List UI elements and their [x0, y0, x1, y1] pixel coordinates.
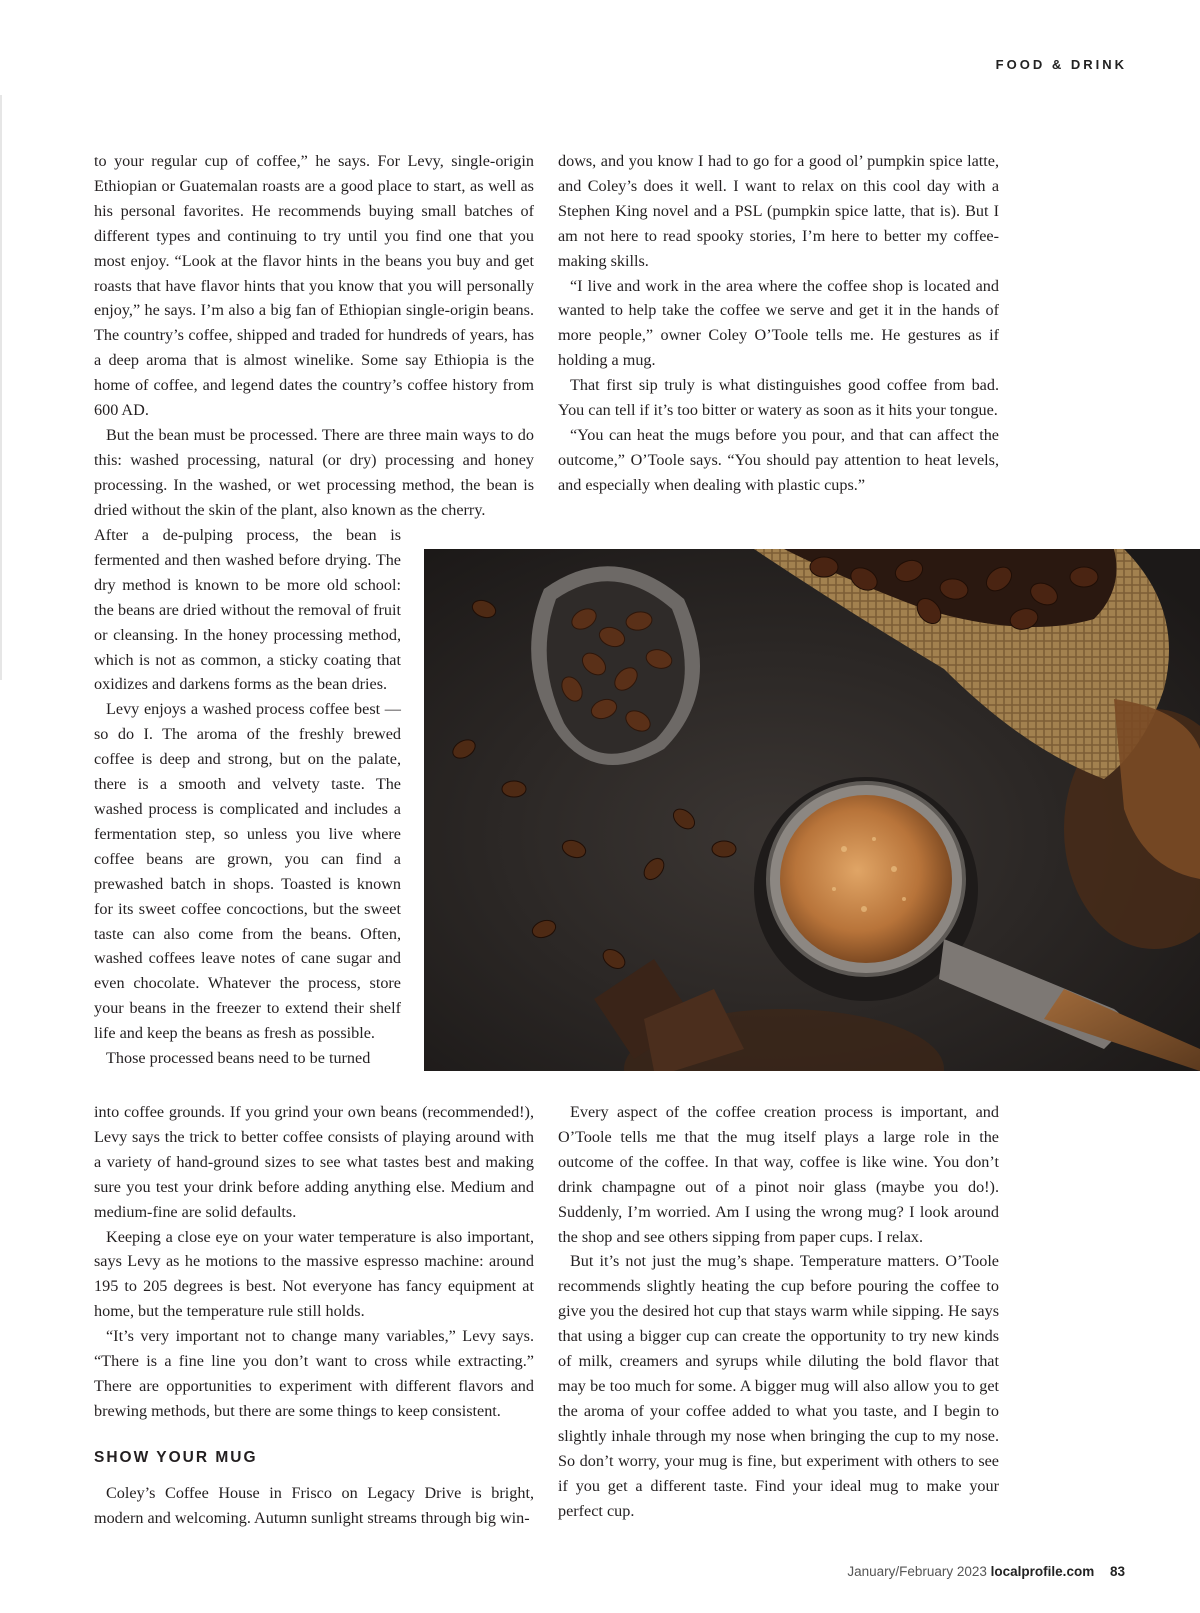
left-column-top	[94, 149, 534, 523]
right-column-bottom	[558, 1100, 999, 1523]
right-column-top	[558, 149, 999, 498]
paragraph: Coley’s Coffee House in Frisco on Legacy Drive is bright, modern and welcoming. Autumn sunlight streams through big win-	[94, 1483, 534, 1527]
paragraph: Keeping a close eye on your water temperature is also important, says Levy as he motions to the massive espresso machine: around 195 to 205 degrees is best. Not everyone has fancy equipment at home, but the temperature rule still holds.	[94, 1227, 534, 1321]
paragraph: But the bean must be processed. There are three main ways to do this: washed processing, natural (or dry) processing and honey processing. In the washed, or wet processing method, the bean is dried without the skin of the plant, also known as the cherry.	[94, 425, 534, 519]
coffee-photo-illustration	[424, 549, 1200, 1071]
left-column-bottom	[94, 1100, 534, 1531]
section-tag: FOOD & DRINK	[995, 57, 1127, 72]
section-subhead: SHOW YOUR MUG	[94, 1448, 258, 1466]
paragraph: Those processed beans need to be turned	[106, 1049, 371, 1068]
paragraph: “I live and work in the area where the coffee shop is located and wanted to help take the coffee we serve and get it in the hands of more people,” owner Coley O’Toole tells me. He gestures as if holding a mug.	[558, 276, 999, 370]
paragraph: But it’s not just the mug’s shape. Temperature matters. O’Toole recommends slightly heating the cup before pouring the coffee to give you the desired hot cup that stays warm while sipping. He says that using a bigger cup can create the opportunity to try new kinds of milk, creamers and syrups while diluting the bold flavor that may be too much for some. A bigger mug will also allow you to get the aroma of your coffee added to what you taste, and I begin to slightly inhale through my nose when bringing the cup to my nose. So don’t worry, your mug is fine, but experiment with others to see if you get a different taste. Find your ideal mug to make your perfect cup.	[558, 1252, 999, 1520]
paragraph: into coffee grounds. If you grind your own beans (recommended!), Levy says the trick to better coffee consists of playing around with a variety of hand-ground sizes to see what tastes best and making sure you test your drink before adding anything else. Medium and medium-fine are solid defaults.	[94, 1103, 534, 1221]
left-column-wrap	[94, 523, 401, 1071]
issue-date: January/February 2023	[847, 1564, 987, 1579]
paragraph: “It’s very important not to change many variables,” Levy says. “There is a fine line you don’t want to cross while extracting.” There are opportunities to experiment with different flavors and brewing methods, but there are some things to keep consistent.	[94, 1327, 534, 1420]
paragraph: Every aspect of the coffee creation process is important, and O’Toole tells me that the mug itself plays a large role in the outcome of the coffee. In that way, coffee is like wine. You don’t drink champagne out of a pinot noir glass (maybe you do!). Suddenly, I’m worried. Am I using the wrong mug? I look around the shop and see others sipping from paper cups. I relax.	[558, 1103, 999, 1246]
site-url: localprofile.com	[990, 1564, 1095, 1579]
paragraph: Levy enjoys a washed process coffee best — so do I. The aroma of the freshly brewed coffee is deep and strong, but on the palate, there is a smooth and velvety taste. The washed process is complicated and includes a fermentation step, so unless you live where coffee beans are grown, you can find a prewashed batch in shops. Toasted is known for its sweet coffee concoctions, but the sweet taste can also come from the beans. Often, washed coffees leave notes of cane sugar and even chocolate. Whatever the process, store your beans in the freezer to extend their shelf life and keep the beans as fresh as possible.	[94, 700, 401, 1043]
paragraph: dows, and you know I had to go for a good ol’ pumpkin spice latte, and Coley’s does it well. I want to relax on this cool day with a Stephen King novel and a PSL (pumpkin spice latte, that is). But I am not here to read spooky stories, I’m here to better my coffee-making skills.	[558, 152, 999, 270]
paragraph: to your regular cup of coffee,” he says. For Levy, single-origin Ethiopian or Guatemalan roasts are a good place to start, as well as his personal favorites. He recommends buying small batches of different types and continuing to try until you find one that you most enjoy. “Look at the flavor hints in the beans you buy and get roasts that have flavor hints that you know that you will personally enjoy,” he says. I’m also a big fan of Ethiopian single-origin beans. The country’s coffee, shipped and traded for hundreds of years, has a deep aroma that is almost winelike. Some say Ethiopia is the home of coffee, and legend dates the country’s coffee history from 600 AD.	[94, 152, 534, 420]
coffee-photo	[424, 549, 1200, 1071]
paragraph: That first sip truly is what distinguishes good coffee from bad. You can tell if it’s too bitter or watery as soon as it hits your tongue.	[558, 376, 999, 420]
page-number: 83	[1109, 1564, 1125, 1579]
page-footer	[847, 1564, 1125, 1579]
paragraph: “You can heat the mugs before you pour, and that can affect the outcome,” O’Toole says. “You should pay attention to heat levels, and especially when dealing with plastic cups.”	[558, 425, 999, 494]
paragraph: After a de-pulping process, the bean is fermented and then washed before drying. The dry method is known to be more old school: the beans are dried without the removal of fruit or cleansing. In the honey processing method, which is not as common, a sticky coating that oxidizes and darkens forms as the bean dries.	[94, 526, 401, 694]
page-edge-line	[0, 95, 2, 680]
